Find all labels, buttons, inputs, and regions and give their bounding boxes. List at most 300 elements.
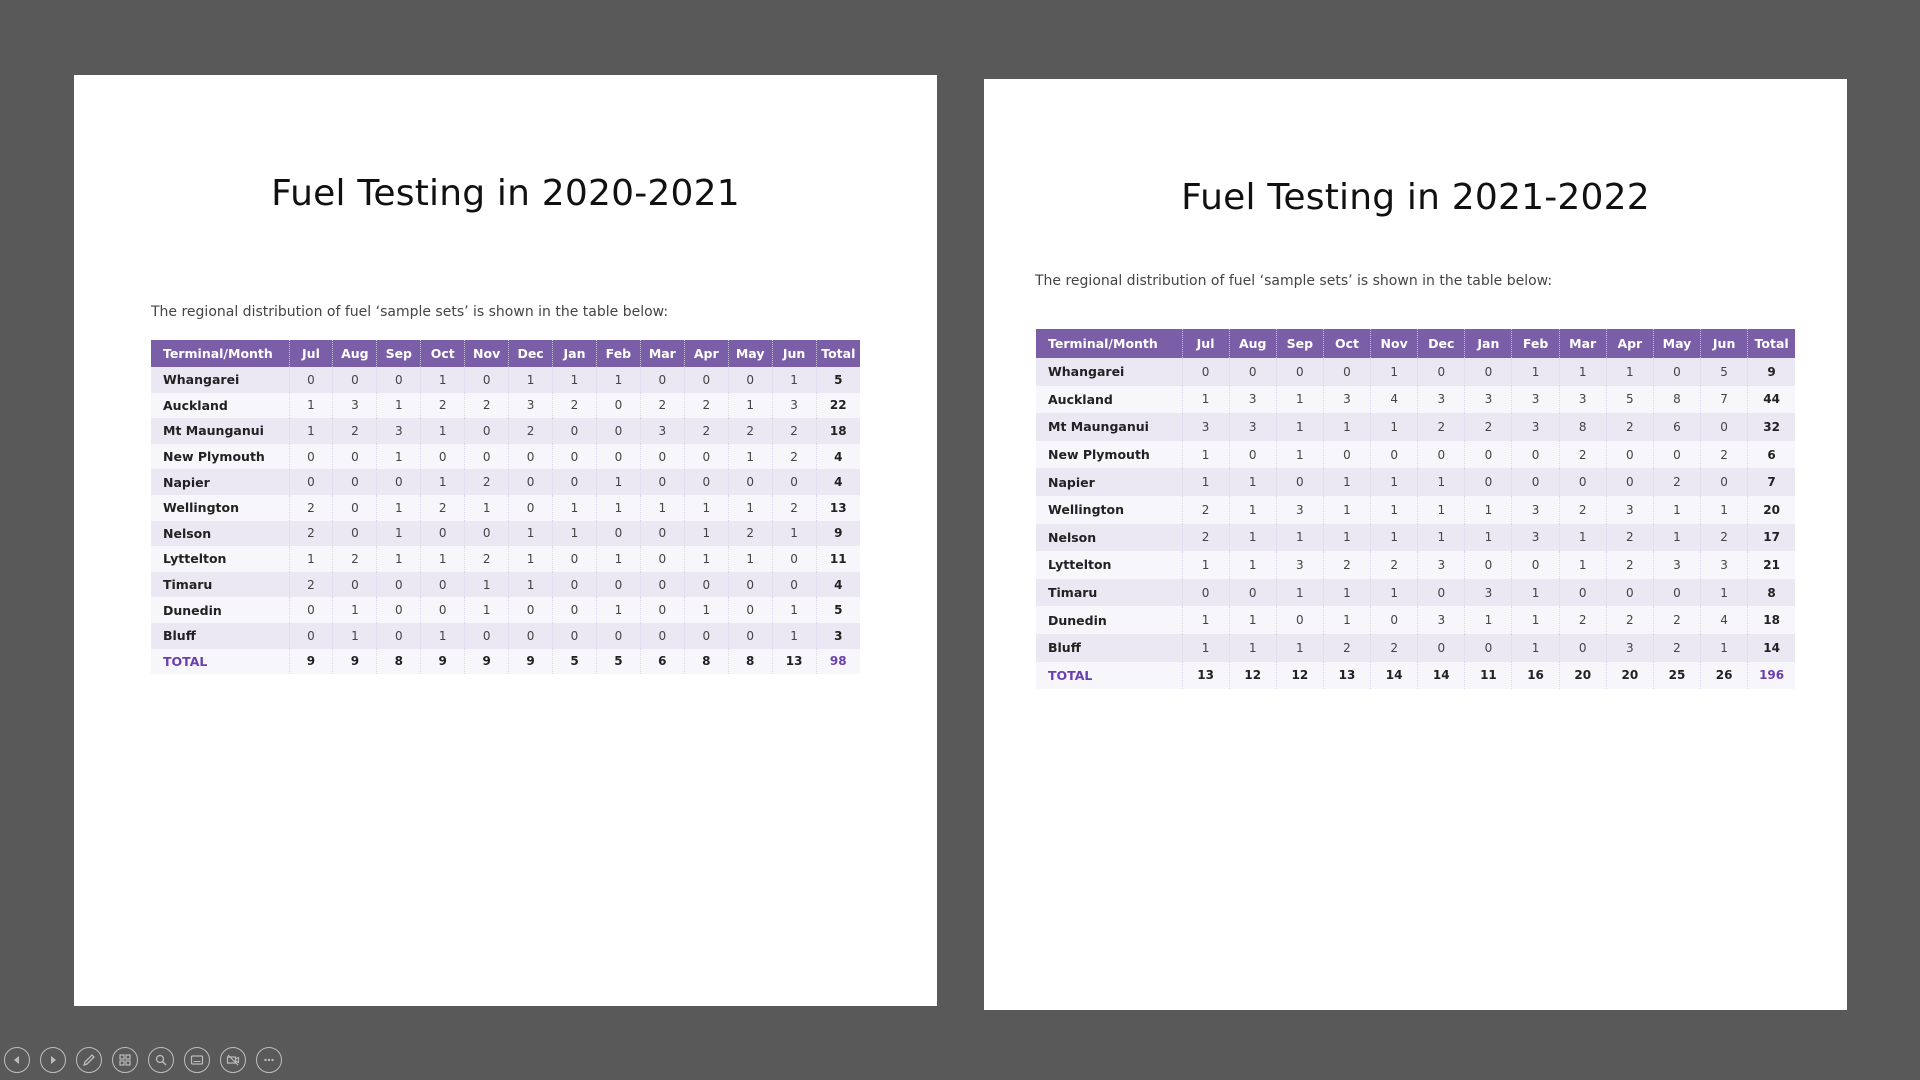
table-cell: 1 <box>1276 634 1323 662</box>
table-cell: 2 <box>1653 606 1700 634</box>
table-cell: 2 <box>421 393 465 419</box>
slide-left <box>74 75 937 1006</box>
table-cell: 1 <box>1371 496 1418 524</box>
table-cell: 1 <box>1559 358 1606 386</box>
table-cell: 0 <box>1465 441 1512 469</box>
table-cell: 1 <box>1276 386 1323 414</box>
table-cell: 0 <box>333 367 377 393</box>
table-cell: 3 <box>1276 551 1323 579</box>
table-cell: 1 <box>640 495 684 521</box>
table-cell: 1 <box>1606 358 1653 386</box>
table-cell: 3 <box>640 418 684 444</box>
table-cell: 1 <box>728 444 772 470</box>
table-cell: 0 <box>377 469 421 495</box>
table-row <box>151 546 860 572</box>
table-row <box>151 597 860 623</box>
table-cell: 0 <box>1418 358 1465 386</box>
table-cell: 0 <box>1606 468 1653 496</box>
camera-toggle-button[interactable] <box>220 1047 246 1073</box>
table-cell: 5 <box>1606 386 1653 414</box>
table-cell: 1 <box>1323 496 1370 524</box>
table-cell: 1 <box>1653 496 1700 524</box>
table-cell: 1 <box>772 597 816 623</box>
table-row <box>151 393 860 419</box>
table-cell: 0 <box>728 623 772 649</box>
table-cell: 2 <box>772 495 816 521</box>
row-total: 14 <box>1748 634 1795 662</box>
table-cell: 1 <box>1465 496 1512 524</box>
subtitles-button[interactable] <box>184 1047 210 1073</box>
table-cell: 0 <box>553 597 597 623</box>
table-cell: 1 <box>1371 579 1418 607</box>
terminal-name: Dunedin <box>151 597 289 623</box>
month-total: 16 <box>1512 662 1559 690</box>
table-cell: 0 <box>728 597 772 623</box>
table-cell: 1 <box>465 495 509 521</box>
column-header: Mar <box>640 340 684 367</box>
table-cell: 2 <box>1606 606 1653 634</box>
table-cell: 1 <box>421 623 465 649</box>
month-total: 11 <box>1465 662 1512 690</box>
table-cell: 3 <box>1229 413 1276 441</box>
table-row <box>1036 606 1795 634</box>
column-header: May <box>1653 329 1700 358</box>
table-cell: 4 <box>1371 386 1418 414</box>
table-cell: 5 <box>1701 358 1748 386</box>
table-cell: 1 <box>465 597 509 623</box>
table-cell: 1 <box>377 393 421 419</box>
table-cell: 1 <box>1512 606 1559 634</box>
column-header: Nov <box>465 340 509 367</box>
table-cell: 2 <box>1371 551 1418 579</box>
table-cell: 0 <box>640 597 684 623</box>
table-cell: 1 <box>553 495 597 521</box>
terminal-name: Dunedin <box>1036 606 1182 634</box>
table-cell: 1 <box>421 367 465 393</box>
row-total: 17 <box>1748 524 1795 552</box>
table-cell: 8 <box>1653 386 1700 414</box>
table-cell: 1 <box>1323 606 1370 634</box>
terminal-name: Nelson <box>151 521 289 547</box>
table-cell: 2 <box>333 546 377 572</box>
table-row <box>1036 634 1795 662</box>
table-cell: 0 <box>289 623 333 649</box>
table-cell: 0 <box>684 444 728 470</box>
table-cell: 0 <box>421 521 465 547</box>
column-header: Nov <box>1371 329 1418 358</box>
table-cell: 0 <box>640 367 684 393</box>
terminal-name: Lyttelton <box>151 546 289 572</box>
table-cell: 1 <box>772 623 816 649</box>
table-cell: 2 <box>1465 413 1512 441</box>
table-cell: 2 <box>289 495 333 521</box>
terminal-name: New Plymouth <box>151 444 289 470</box>
table-cell: 1 <box>1276 441 1323 469</box>
slideshow-controls <box>4 1047 282 1073</box>
table-cell: 0 <box>1323 441 1370 469</box>
table-cell: 3 <box>1323 386 1370 414</box>
table-cell: 2 <box>1418 413 1465 441</box>
table-cell: 0 <box>640 469 684 495</box>
table-row <box>151 469 860 495</box>
table-cell: 1 <box>596 469 640 495</box>
table-cell: 2 <box>1182 496 1229 524</box>
column-header: May <box>728 340 772 367</box>
table-cell: 1 <box>772 367 816 393</box>
table-cell: 6 <box>1653 413 1700 441</box>
row-total: 21 <box>1748 551 1795 579</box>
table-cell: 0 <box>1418 441 1465 469</box>
table-cell: 1 <box>1465 606 1512 634</box>
row-total: 4 <box>816 469 860 495</box>
table-cell: 1 <box>1229 551 1276 579</box>
month-total: 20 <box>1606 662 1653 690</box>
table-cell: 0 <box>553 546 597 572</box>
table-cell: 0 <box>772 546 816 572</box>
pen-icon <box>82 1053 96 1067</box>
column-header: Mar <box>1559 329 1606 358</box>
table-cell: 2 <box>1323 634 1370 662</box>
terminal-name: Wellington <box>151 495 289 521</box>
table-cell: 0 <box>596 418 640 444</box>
zoom-button[interactable] <box>148 1047 174 1073</box>
table-cell: 1 <box>465 572 509 598</box>
table-cell: 0 <box>1559 634 1606 662</box>
table-cell: 0 <box>1559 468 1606 496</box>
grand-total: 196 <box>1748 662 1795 690</box>
slide-title: Fuel Testing in 2020-2021 <box>271 173 740 214</box>
table-cell: 0 <box>596 393 640 419</box>
table-cell: 0 <box>728 367 772 393</box>
table-cell: 3 <box>772 393 816 419</box>
table-cell: 3 <box>509 393 553 419</box>
month-total: 13 <box>1323 662 1370 690</box>
table-cell: 0 <box>289 367 333 393</box>
terminal-name: Bluff <box>151 623 289 649</box>
row-total: 3 <box>816 623 860 649</box>
table-cell: 2 <box>1606 413 1653 441</box>
table-row <box>151 572 860 598</box>
column-header: Feb <box>1512 329 1559 358</box>
table-cell: 3 <box>333 393 377 419</box>
table-cell: 0 <box>553 418 597 444</box>
table-cell: 0 <box>1182 579 1229 607</box>
table-cell: 2 <box>1606 551 1653 579</box>
table-cell: 0 <box>684 572 728 598</box>
table-cell: 0 <box>465 367 509 393</box>
table-cell: 0 <box>553 444 597 470</box>
table-cell: 3 <box>1653 551 1700 579</box>
table-cell: 0 <box>377 597 421 623</box>
table-cell: 1 <box>1182 441 1229 469</box>
row-total: 18 <box>1748 606 1795 634</box>
row-total: 8 <box>1748 579 1795 607</box>
table-cell: 4 <box>1701 606 1748 634</box>
terminal-name: Nelson <box>1036 524 1182 552</box>
table-cell: 0 <box>465 521 509 547</box>
table-cell: 1 <box>1559 524 1606 552</box>
table-cell: 1 <box>772 521 816 547</box>
table-cell: 0 <box>333 572 377 598</box>
table-cell: 0 <box>289 597 333 623</box>
table-cell: 0 <box>377 623 421 649</box>
previous-slide-button[interactable] <box>4 1047 30 1073</box>
table-cell: 2 <box>289 572 333 598</box>
table-cell: 0 <box>1512 551 1559 579</box>
table-cell: 0 <box>509 444 553 470</box>
table-cell: 0 <box>465 623 509 649</box>
table-cell: 3 <box>1559 386 1606 414</box>
table-cell: 3 <box>1512 524 1559 552</box>
table-cell: 0 <box>684 623 728 649</box>
table-cell: 1 <box>1701 579 1748 607</box>
slide-right <box>984 79 1847 1010</box>
row-total: 6 <box>1748 441 1795 469</box>
month-total: 6 <box>640 649 684 675</box>
grand-total: 98 <box>816 649 860 675</box>
table-cell: 2 <box>1371 634 1418 662</box>
table-row <box>1036 524 1795 552</box>
table-cell: 1 <box>333 623 377 649</box>
table-row <box>151 521 860 547</box>
table-cell: 2 <box>1182 524 1229 552</box>
column-header: Terminal/Month <box>151 340 289 367</box>
row-total: 11 <box>816 546 860 572</box>
more-options-button[interactable] <box>256 1047 282 1073</box>
totals-row <box>151 649 860 675</box>
table-cell: 1 <box>1276 413 1323 441</box>
table-cell: 0 <box>1701 413 1748 441</box>
table-cell: 1 <box>728 393 772 419</box>
table-cell: 0 <box>553 572 597 598</box>
table-cell: 0 <box>640 546 684 572</box>
table-cell: 0 <box>421 572 465 598</box>
table-row <box>1036 386 1795 414</box>
table-cell: 0 <box>1606 441 1653 469</box>
table-cell: 1 <box>333 597 377 623</box>
table-cell: 0 <box>596 572 640 598</box>
table-cell: 1 <box>684 546 728 572</box>
table-cell: 1 <box>1182 606 1229 634</box>
table-cell: 1 <box>684 495 728 521</box>
fuel-table <box>151 340 860 674</box>
table-cell: 0 <box>289 444 333 470</box>
table-cell: 2 <box>421 495 465 521</box>
table-cell: 0 <box>596 444 640 470</box>
table-cell: 8 <box>1559 413 1606 441</box>
column-header: Jun <box>772 340 816 367</box>
table-cell: 2 <box>1323 551 1370 579</box>
table-cell: 2 <box>640 393 684 419</box>
next-slide-button[interactable] <box>40 1047 66 1073</box>
table-cell: 1 <box>289 418 333 444</box>
month-total: 14 <box>1418 662 1465 690</box>
terminal-name: Mt Maunganui <box>1036 413 1182 441</box>
table-cell: 1 <box>377 495 421 521</box>
table-cell: 0 <box>1653 441 1700 469</box>
column-header: Total <box>1748 329 1795 358</box>
table-cell: 1 <box>1701 634 1748 662</box>
table-cell: 0 <box>1371 441 1418 469</box>
table-cell: 0 <box>596 521 640 547</box>
terminal-name: Napier <box>1036 468 1182 496</box>
table-cell: 0 <box>1371 606 1418 634</box>
intro-text: The regional distribution of fuel ‘sample sets’ is shown in the table below: <box>1035 273 1553 289</box>
table-cell: 1 <box>1323 524 1370 552</box>
table-cell: 1 <box>1323 413 1370 441</box>
table-cell: 1 <box>289 546 333 572</box>
table-cell: 2 <box>1606 524 1653 552</box>
column-header: Feb <box>596 340 640 367</box>
table-cell: 1 <box>553 521 597 547</box>
month-total: 12 <box>1276 662 1323 690</box>
row-total: 7 <box>1748 468 1795 496</box>
table-cell: 1 <box>509 546 553 572</box>
table-cell: 0 <box>1229 441 1276 469</box>
table-cell: 3 <box>1512 496 1559 524</box>
table-cell: 3 <box>1606 496 1653 524</box>
table-cell: 2 <box>333 418 377 444</box>
table-cell: 1 <box>1371 468 1418 496</box>
arrow-right-icon <box>47 1054 59 1066</box>
header-row <box>151 340 860 367</box>
month-total: 5 <box>553 649 597 675</box>
table-cell: 1 <box>1323 579 1370 607</box>
total-label: TOTAL <box>1036 662 1182 690</box>
table-cell: 1 <box>421 418 465 444</box>
month-total: 9 <box>509 649 553 675</box>
table-cell: 0 <box>640 444 684 470</box>
table-cell: 1 <box>1653 524 1700 552</box>
table-cell: 0 <box>684 367 728 393</box>
table-cell: 0 <box>1512 468 1559 496</box>
table-cell: 1 <box>1182 468 1229 496</box>
camera-off-icon <box>226 1053 240 1067</box>
row-total: 9 <box>816 521 860 547</box>
table-cell: 1 <box>728 546 772 572</box>
table-cell: 0 <box>728 572 772 598</box>
table-row <box>151 495 860 521</box>
table-cell: 0 <box>1418 634 1465 662</box>
table-cell: 0 <box>1653 579 1700 607</box>
column-header: Oct <box>1323 329 1370 358</box>
table-cell: 0 <box>1182 358 1229 386</box>
table-cell: 1 <box>1418 496 1465 524</box>
table-cell: 1 <box>1512 579 1559 607</box>
table-row <box>151 444 860 470</box>
total-label: TOTAL <box>151 649 289 675</box>
table-row <box>1036 468 1795 496</box>
row-total: 44 <box>1748 386 1795 414</box>
table-cell: 1 <box>1229 468 1276 496</box>
month-total: 20 <box>1559 662 1606 690</box>
table-cell: 1 <box>1229 496 1276 524</box>
table-row <box>1036 358 1795 386</box>
terminal-name: Timaru <box>1036 579 1182 607</box>
table-cell: 1 <box>509 367 553 393</box>
table-cell: 0 <box>333 444 377 470</box>
table-cell: 0 <box>1229 358 1276 386</box>
table-cell: 0 <box>333 521 377 547</box>
column-header: Dec <box>509 340 553 367</box>
table-cell: 0 <box>509 469 553 495</box>
table-cell: 1 <box>728 495 772 521</box>
table-cell: 2 <box>1653 468 1700 496</box>
table-cell: 3 <box>377 418 421 444</box>
table-cell: 0 <box>640 572 684 598</box>
table-cell: 0 <box>1465 358 1512 386</box>
column-header: Dec <box>1418 329 1465 358</box>
totals-row <box>1036 662 1795 690</box>
table-cell: 1 <box>1512 358 1559 386</box>
month-total: 9 <box>333 649 377 675</box>
column-header: Apr <box>684 340 728 367</box>
table-cell: 1 <box>596 367 640 393</box>
table-cell: 2 <box>684 418 728 444</box>
table-cell: 1 <box>1418 524 1465 552</box>
table-cell: 2 <box>1559 441 1606 469</box>
table-cell: 0 <box>1465 551 1512 579</box>
table-cell: 0 <box>553 469 597 495</box>
terminal-name: Mt Maunganui <box>151 418 289 444</box>
month-total: 26 <box>1701 662 1748 690</box>
column-header: Aug <box>333 340 377 367</box>
table-cell: 1 <box>377 546 421 572</box>
terminal-name: New Plymouth <box>1036 441 1182 469</box>
table-cell: 1 <box>684 521 728 547</box>
month-total: 8 <box>728 649 772 675</box>
table-row <box>1036 441 1795 469</box>
table-cell: 2 <box>509 418 553 444</box>
row-total: 13 <box>816 495 860 521</box>
terminal-name: Auckland <box>151 393 289 419</box>
table-cell: 1 <box>289 393 333 419</box>
table-cell: 0 <box>421 444 465 470</box>
table-cell: 2 <box>553 393 597 419</box>
table-row <box>1036 551 1795 579</box>
row-total: 4 <box>816 572 860 598</box>
pen-tool-button[interactable] <box>76 1047 102 1073</box>
table-cell: 0 <box>377 367 421 393</box>
table-cell: 1 <box>1701 496 1748 524</box>
table-cell: 1 <box>1229 606 1276 634</box>
magnifier-icon <box>154 1053 168 1067</box>
table-cell: 2 <box>772 418 816 444</box>
table-row <box>1036 413 1795 441</box>
table-cell: 0 <box>1465 468 1512 496</box>
row-total: 20 <box>1748 496 1795 524</box>
month-total: 5 <box>596 649 640 675</box>
table-cell: 3 <box>1512 413 1559 441</box>
table-row <box>1036 496 1795 524</box>
table-cell: 1 <box>1512 634 1559 662</box>
table-cell: 3 <box>1701 551 1748 579</box>
terminal-name: Lyttelton <box>1036 551 1182 579</box>
table-cell: 0 <box>1229 579 1276 607</box>
column-header: Jul <box>289 340 333 367</box>
table-cell: 0 <box>772 572 816 598</box>
row-total: 5 <box>816 367 860 393</box>
month-total: 13 <box>772 649 816 675</box>
see-all-slides-button[interactable] <box>112 1047 138 1073</box>
column-header: Jan <box>553 340 597 367</box>
column-header: Jan <box>1465 329 1512 358</box>
table-cell: 0 <box>1559 579 1606 607</box>
terminal-name: Auckland <box>1036 386 1182 414</box>
table-cell: 1 <box>509 521 553 547</box>
column-header: Sep <box>1276 329 1323 358</box>
table-cell: 1 <box>1276 579 1323 607</box>
